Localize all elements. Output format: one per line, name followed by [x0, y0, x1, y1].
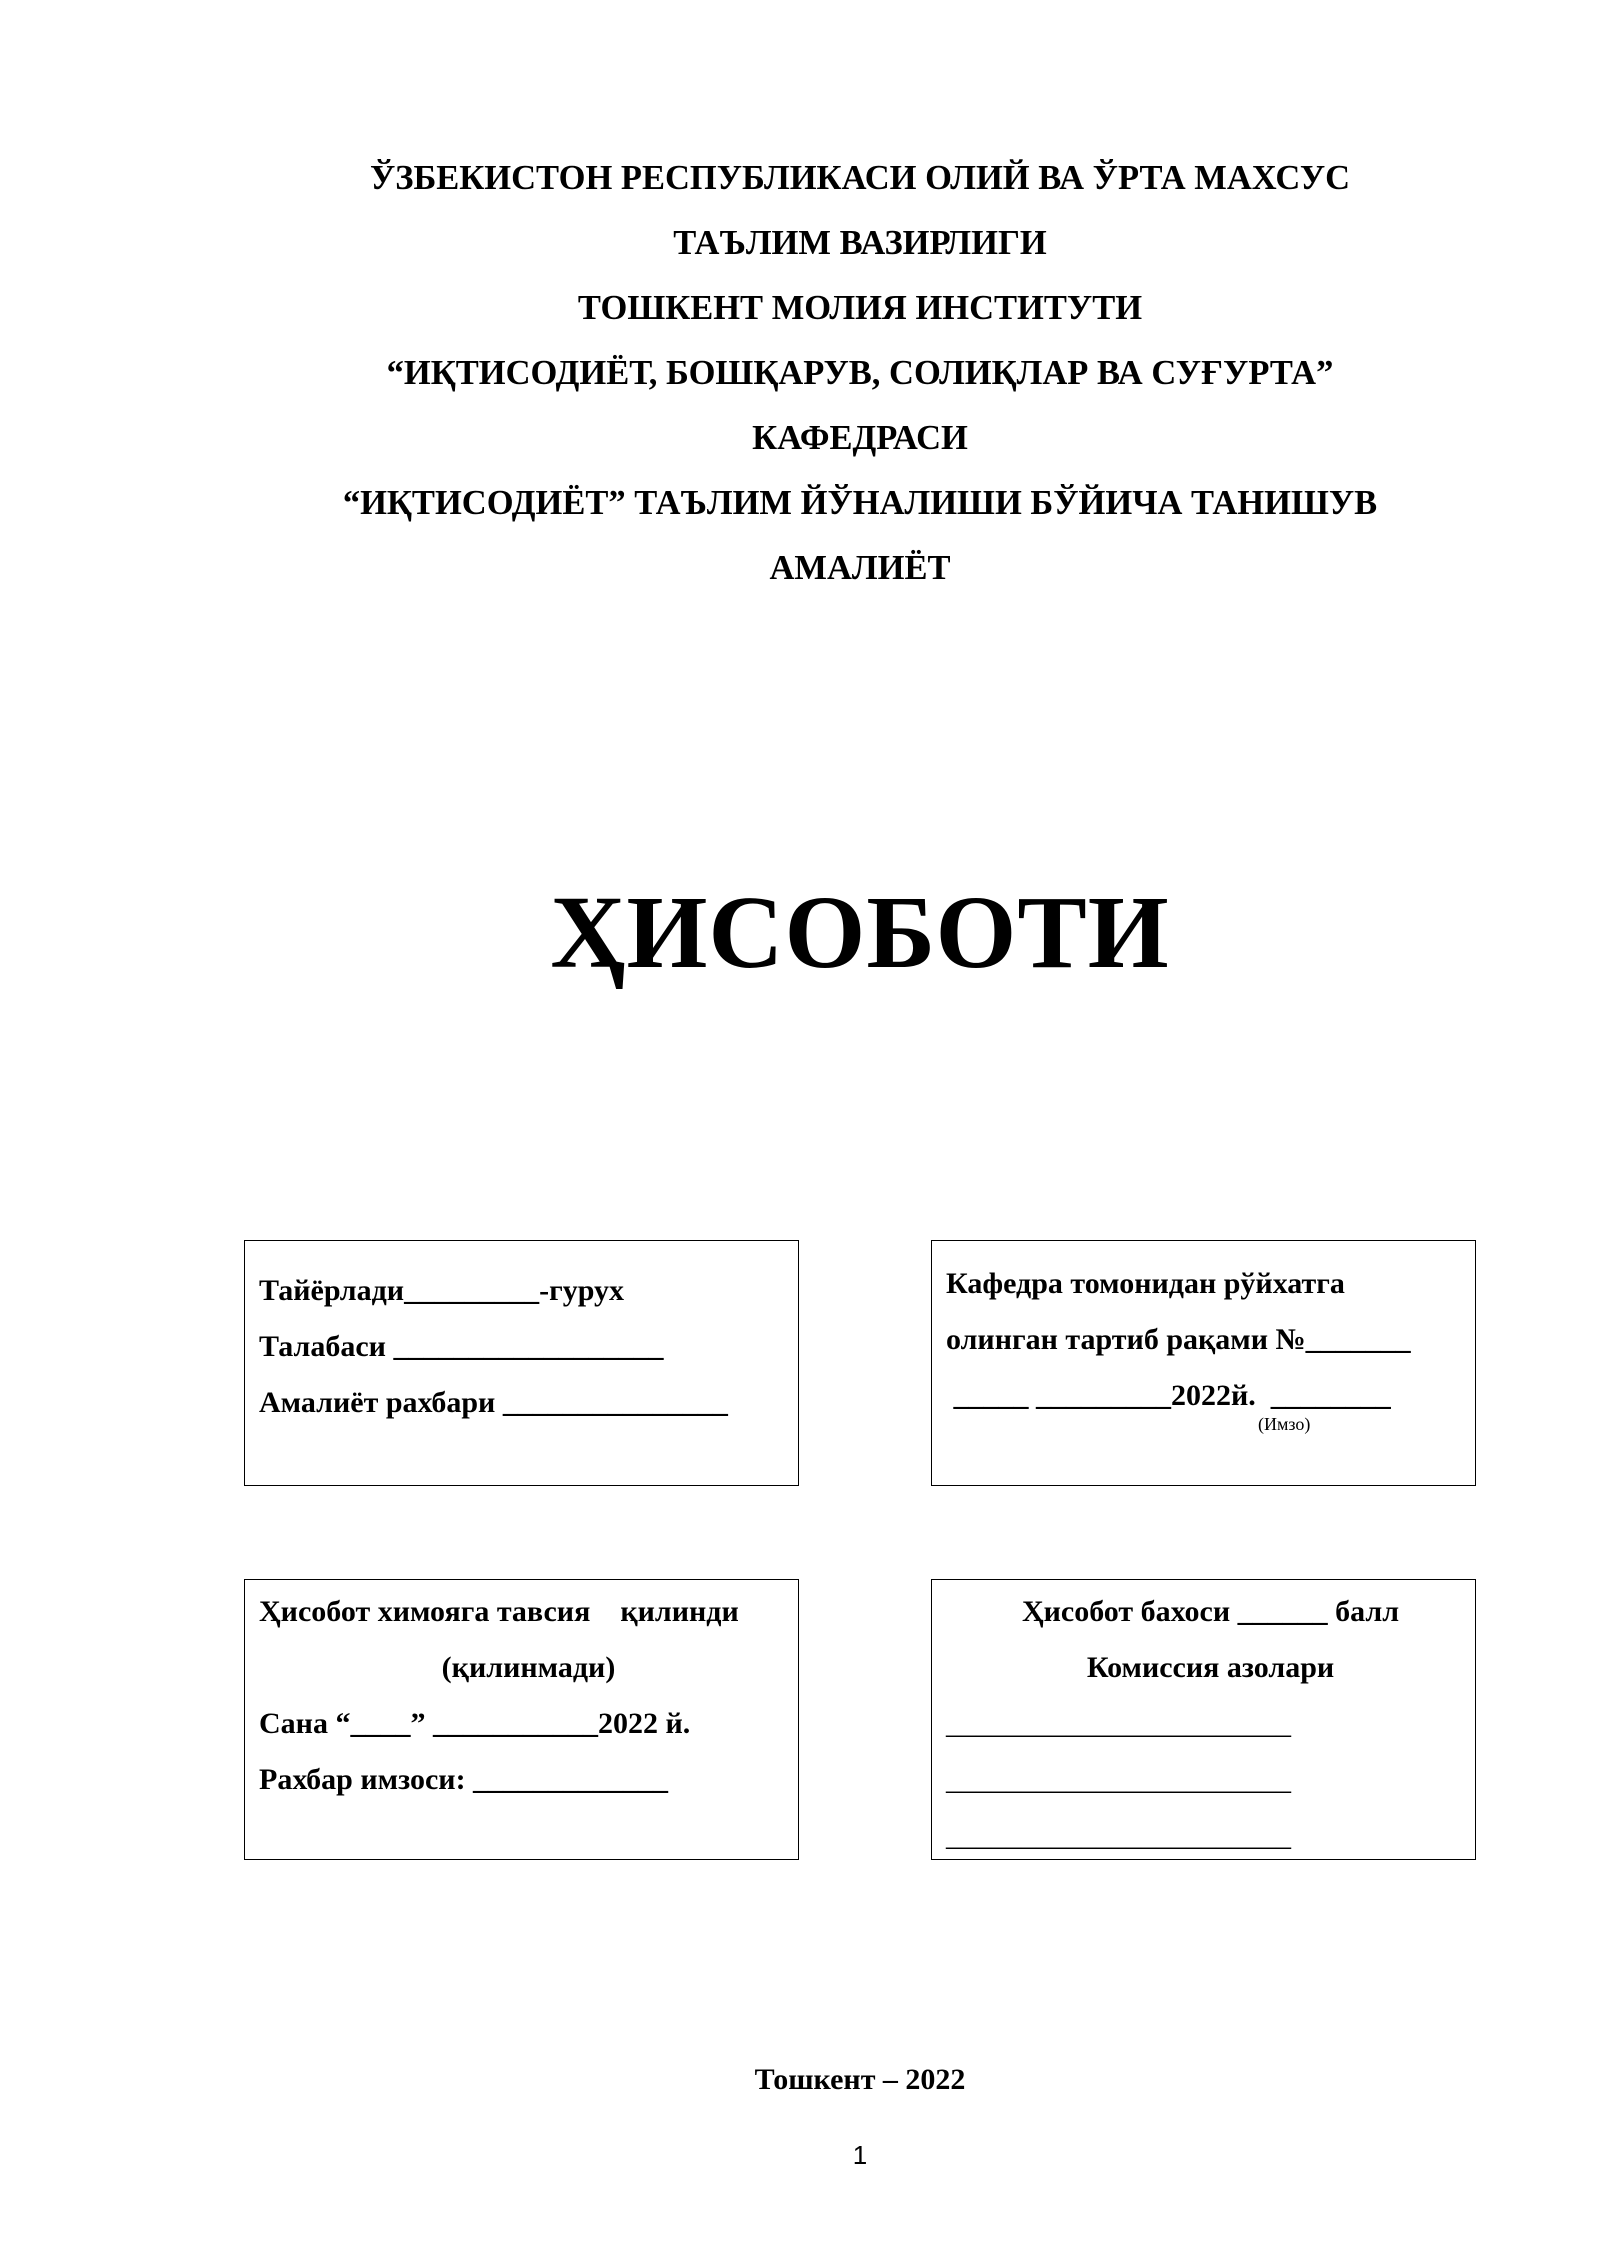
page-number: 1 [852, 2140, 868, 2170]
practice-line-1: “ИҚТИСОДИЁТ” ТАЪЛИМ ЙЎНАЛИШИ БЎЙИЧА ТАНИШУВ [342, 484, 1378, 522]
prepared-by-group: Тайёрлади_________-гурух [259, 1274, 624, 1307]
supervisor-signature-line: Рахбар имзоси: _____________ [259, 1763, 669, 1796]
commission-members-label: Комиссия азолари [1086, 1651, 1335, 1684]
practice-supervisor-line: Амалиёт рахбари _______________ [259, 1386, 728, 1419]
defense-recommendation-box [244, 1579, 799, 1860]
commission-member-blank-2: _______________________ [946, 1763, 1291, 1796]
report-title: ҲИСОБОТИ [550, 875, 1170, 990]
department-line-2: КАФЕДРАСИ [752, 419, 968, 457]
department-registration-box [931, 1240, 1476, 1486]
student-name-line: Талабаси __________________ [259, 1330, 664, 1363]
grade-line: Ҳисобот бахоси ______ балл [1021, 1595, 1400, 1628]
registration-number-line: олинган тартиб рақами №_______ [946, 1323, 1411, 1356]
report-grade-box [931, 1579, 1476, 1860]
recommendation-line: Ҳисобот химояга тавсия қилинди [259, 1595, 739, 1628]
ministry-line-1: ЎЗБЕКИСТОН РЕСПУБЛИКАСИ ОЛИЙ ВА ЎРТА МАХСУС [369, 159, 1351, 197]
commission-member-blank-3: _______________________ [946, 1819, 1291, 1852]
practice-line-2: АМАЛИЁТ [769, 549, 951, 587]
ministry-line-2: ТАЪЛИМ ВАЗИРЛИГИ [673, 224, 1047, 262]
prepared-by-box [244, 1240, 799, 1486]
commission-member-blank-1: _______________________ [946, 1707, 1291, 1740]
department-line-1: “ИҚТИСОДИЁТ, БОШҚАРУВ, СОЛИҚЛАР ВА СУҒУРТА” [386, 354, 1334, 392]
institute-name: ТОШКЕНТ МОЛИЯ ИНСТИТУТИ [577, 289, 1143, 327]
date-line: Сана “____” ___________2022 й. [259, 1707, 691, 1740]
registration-line-1: Кафедра томонидан рўйхатга [946, 1267, 1345, 1300]
signature-note: (Имзо) [1258, 1414, 1311, 1434]
city-year: Тошкент – 2022 [754, 2063, 966, 2096]
document-header [200, 146, 1520, 601]
not-recommended-line: (қилинмади) [441, 1651, 616, 1684]
registration-date-line: _____ _________2022й. ________ [946, 1379, 1391, 1412]
